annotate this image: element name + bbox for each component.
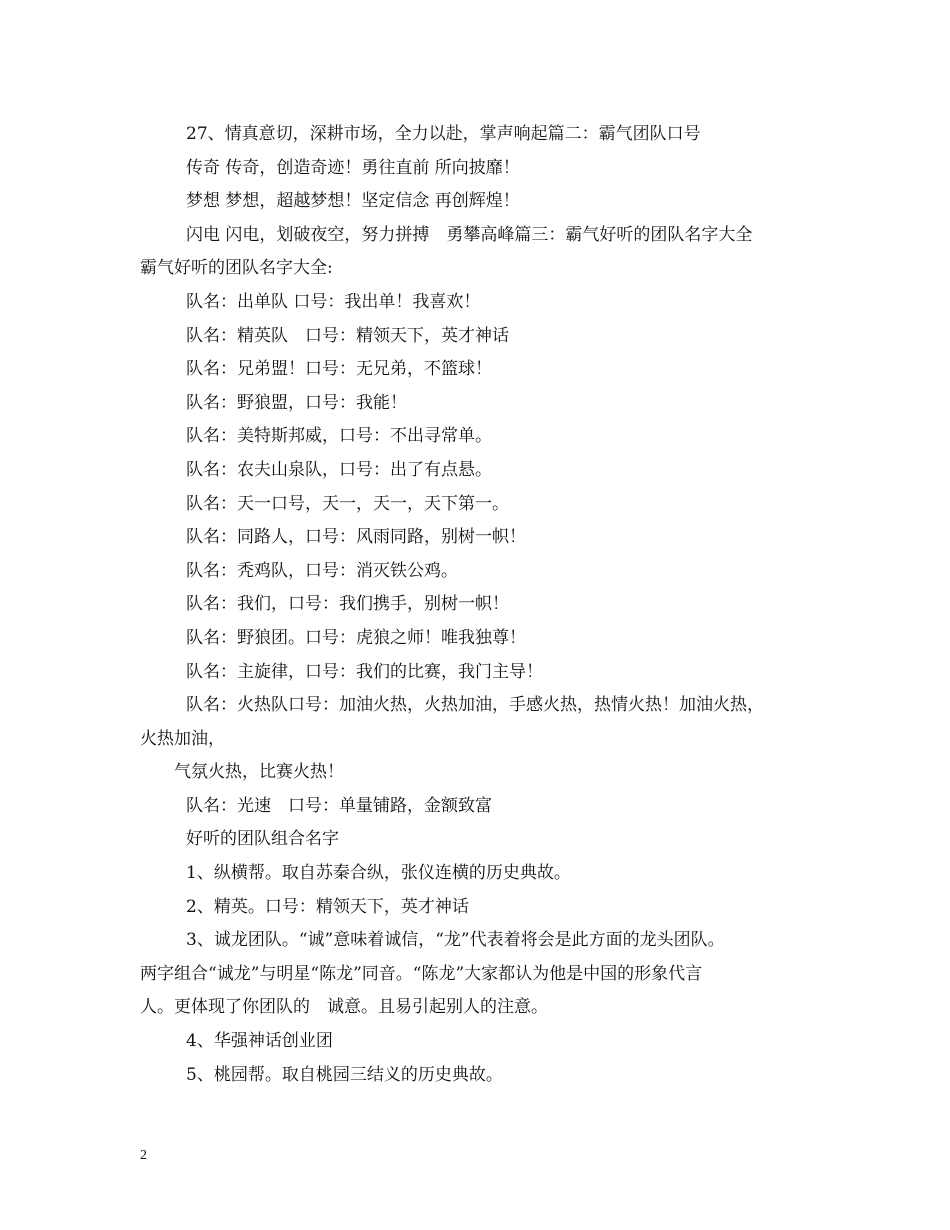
text-line: 梦想 梦想，超越梦想！坚定信念 再创辉煌！	[186, 191, 520, 212]
text-line: 队名：我们，口号：我们携手，别树一帜！	[186, 594, 509, 615]
text-line: 人。更体现了你团队的 诚意。且易引起别人的注意。	[140, 997, 548, 1018]
text-line: 队名：美特斯邦威，口号：不出寻常单。	[186, 426, 492, 447]
text-line: 好听的团队组合名字	[186, 829, 339, 850]
text-line: 霸气好听的团队名字大全:	[140, 258, 333, 279]
text-line: 队名：农夫山泉队，口号：出了有点悬。	[186, 459, 492, 480]
text-line: 队名：主旋律，口号：我们的比赛，我门主导！	[186, 661, 543, 682]
text-line: 5、桃园帮。取自桃园三结义的历史典故。	[186, 1064, 503, 1085]
text-line: 1、纵横帮。取自苏秦合纵，张仪连横的历史典故。	[186, 863, 571, 884]
text-line: 2、精英。口号：精领天下，英才神话	[186, 896, 469, 917]
document-body	[140, 118, 830, 1092]
text-line: 队名：野狼团。口号：虎狼之师！唯我独尊！	[186, 627, 526, 648]
text-line: 气氛火热，比赛火热！	[174, 762, 344, 783]
text-line: 队名：火热队口号：加油火热，火热加油，手感火热，热情火热！加油火热，	[186, 695, 764, 716]
text-line: 队名：天一口号，天一，天一，天下第一。	[186, 493, 509, 514]
text-line: 队名：同路人，口号：风雨同路，别树一帜！	[186, 527, 526, 548]
page-number: 2	[140, 1148, 147, 1163]
text-line: 队名：出单队 口号：我出单！我喜欢！	[186, 291, 481, 312]
text-line: 队名：兄弟盟！口号：无兄弟，不篮球！	[186, 359, 492, 380]
text-line: 队名：秃鸡队，口号：消灭铁公鸡。	[186, 560, 458, 581]
text-line: 4、华强神话创业团	[186, 1031, 333, 1052]
text-line: 队名：光速 口号：单量铺路，金额致富	[186, 795, 492, 816]
text-line: 队名：精英队 口号：精领天下，英才神话	[186, 325, 509, 346]
text-line: 队名：野狼盟，口号：我能！	[186, 392, 407, 413]
text-line: 27、情真意切，深耕市场，全力以赴，掌声响起篇二：霸气团队口号	[186, 124, 701, 144]
text-line: 两字组合“诚龙”与明星“陈龙”同音。“陈龙”大家都认为他是中国的形象代言	[140, 963, 703, 984]
text-line: 火热加油，	[140, 728, 225, 749]
text-line: 闪电 闪电，划破夜空，努力拼搏 勇攀高峰篇三：霸气好听的团队名字大全	[186, 224, 753, 245]
text-line: 传奇 传奇，创造奇迹！勇往直前 所向披靡！	[186, 157, 520, 178]
text-line: 3、诚龙团队。“诚”意味着诚信，“龙”代表着将会是此方面的龙头团队。	[186, 930, 725, 951]
